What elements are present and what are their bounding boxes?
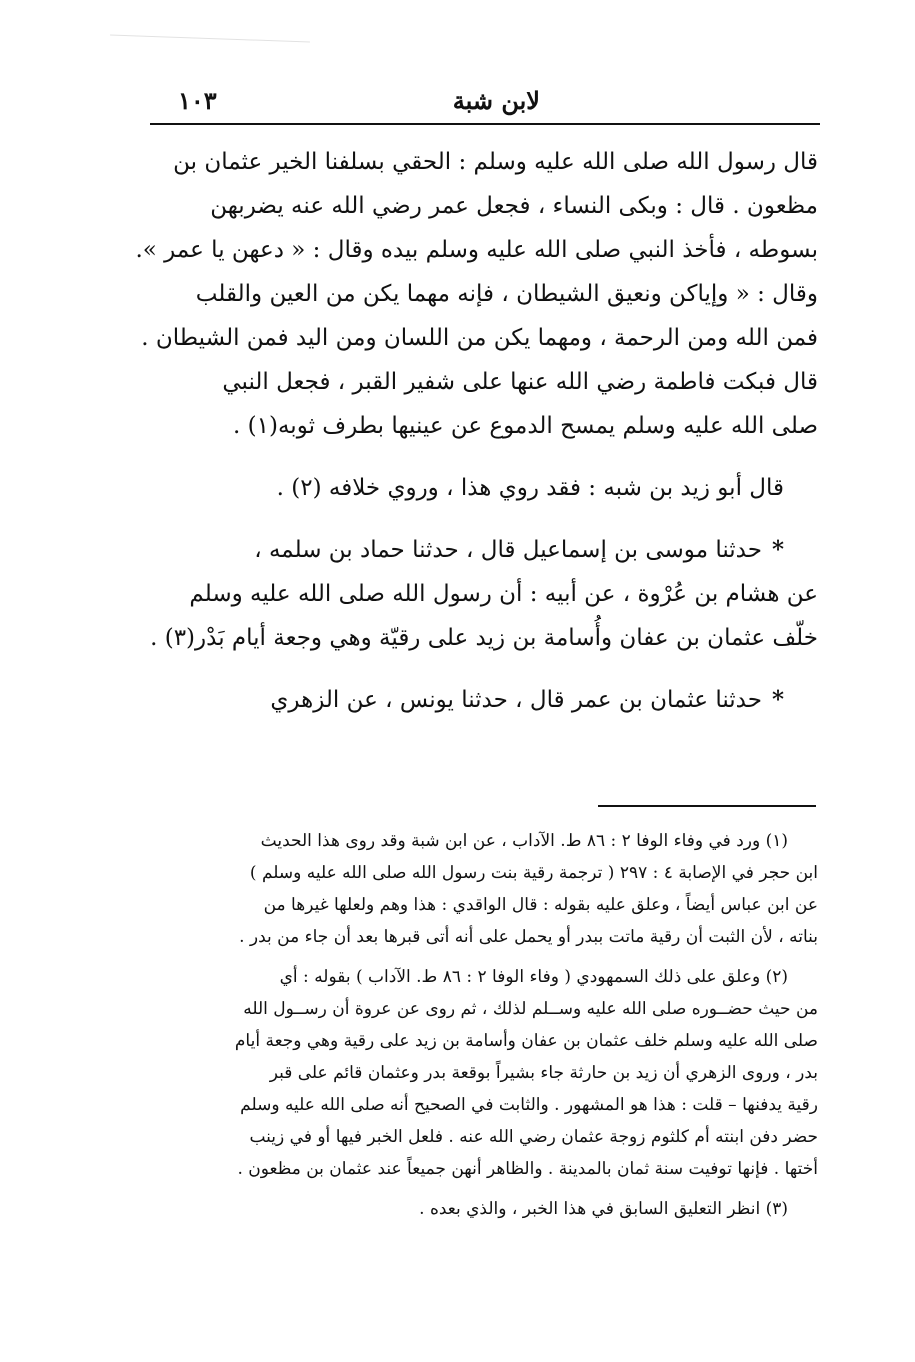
paragraph-gap <box>158 448 818 466</box>
text-line: قال أبو زيد بن شبه : فقد روي هذا ، وروي خلافه (٢) . <box>276 475 784 501</box>
footnote-line: (١) ورد في وفاء الوفا ٢ : ٨٦ ط. الآداب ، عن ابن شبة وقد روى هذا الحديث <box>260 831 788 851</box>
footnote-2 <box>150 961 818 1185</box>
scan-artifact <box>110 35 310 43</box>
section-star: * <box>771 686 784 713</box>
text-line: قال فبكت فاطمة رضي الله عنها على شفير القبر ، فجعل النبي <box>222 369 818 395</box>
footnote-1 <box>150 825 818 953</box>
footnote-3 <box>150 1193 818 1225</box>
footnote-line: ابن حجر في الإصابة ٤ : ٢٩٧ ( ترجمة رقية بنت رسول الله صلى الله عليه وسلم ) <box>249 863 818 883</box>
page-number: ١٠٣ <box>178 86 217 115</box>
paragraph-3 <box>150 528 818 660</box>
paragraph-gap <box>158 510 818 528</box>
main-text <box>135 140 818 722</box>
paragraph-4 <box>158 678 818 722</box>
header-rule <box>150 123 820 125</box>
text-line: عن هشام بن عُرْوة ، عن أبيه : أن رسول الله صلى الله عليه وسلم <box>189 581 818 607</box>
footnotes <box>150 825 818 1225</box>
running-title: لابن شبة <box>452 86 540 115</box>
paragraph-2 <box>158 466 818 510</box>
paragraph-1 <box>135 140 818 448</box>
text-line-content: حدثنا موسى بن إسماعيل قال ، حدثنا حماد بن سلمه ، <box>254 537 762 563</box>
text-line-first <box>158 528 818 572</box>
footnote-line: عن ابن عباس أيضاً ، وعلق عليه بقوله : قال الواقدي : هذا وهم ولعلها غيرها من <box>263 895 818 915</box>
footnote-line: حضر دفن ابنته أم كلثوم زوجة عثمان رضي الله عنه . فلعل الخبر فيها أو في زينب <box>249 1127 818 1147</box>
footnote-line: (٣) انظر التعليق السابق في هذا الخبر ، والذي بعده . <box>419 1199 788 1219</box>
page-header <box>150 82 820 122</box>
footnote-line: بناته ، لأن الثبت أن رقية ماتت ببدر أو يحمل على أنه أتى قبرها بعد أن جاء من بدر . <box>239 927 818 947</box>
text-line: قال رسول الله صلى الله عليه وسلم : الحقي بسلفنا الخير عثمان بن <box>173 149 818 175</box>
footnote-rule <box>598 805 816 807</box>
text-line: وقال : « وإياكن ونعيق الشيطان ، فإنه مهما يكن من العين والقلب <box>195 281 818 307</box>
text-line: خلّف عثمان بن عفان وأُسامة بن زيد على رقيّة وهي وجعة أيام بَدْر(٣) . <box>150 625 818 651</box>
footnote-line: صلى الله عليه وسلم خلف عثمان بن عفان وأسامة بن زيد على رقية وهي وجعة أيام <box>234 1031 818 1051</box>
text-line-first <box>158 678 818 722</box>
text-line: صلى الله عليه وسلم يمسح الدموع عن عينيها بطرف ثوبه(١) . <box>233 413 818 439</box>
text-line: فمن الله ومن الرحمة ، ومهما يكن من اللسان ومن اليد فمن الشيطان . <box>141 325 818 351</box>
footnote-line: أختها . فإنها توفيت سنة ثمان بالمدينة . والظاهر أنهن جميعاً عند عثمان بن مظعون . <box>237 1159 818 1179</box>
footnote-gap <box>150 953 818 961</box>
footnote-line: رقية يدفنها – قلت : هذا هو المشهور . والثابت في الصحيح أنه صلى الله عليه وسلم <box>240 1095 818 1115</box>
text-line: بسوطه ، فأخذ النبي صلى الله عليه وسلم بيده وقال : « دعهن يا عمر ». <box>135 237 818 263</box>
paragraph-gap <box>158 660 818 678</box>
footnote-line: من حيث حضــوره صلى الله عليه وســلم لذلك ، ثم روى عن عروة أن رســول الله <box>243 999 818 1019</box>
section-star: * <box>771 536 784 563</box>
footnote-line: بدر ، وروى الزهري أن زيد بن حارثة جاء بشيراً بوقعة بدر وعثمان قائم على قبر <box>269 1063 818 1083</box>
footnote-gap <box>150 1185 818 1193</box>
text-line-content: حدثنا عثمان بن عمر قال ، حدثنا يونس ، عن الزهري <box>270 687 762 713</box>
footnote-line: (٢) وعلق على ذلك السمهودي ( وفاء الوفا ٢ : ٨٦ ط. الآداب ) بقوله : أي <box>279 967 788 987</box>
text-line: مظعون . قال : وبكى النساء ، فجعل عمر رضي الله عنه يضربهن <box>210 193 818 219</box>
